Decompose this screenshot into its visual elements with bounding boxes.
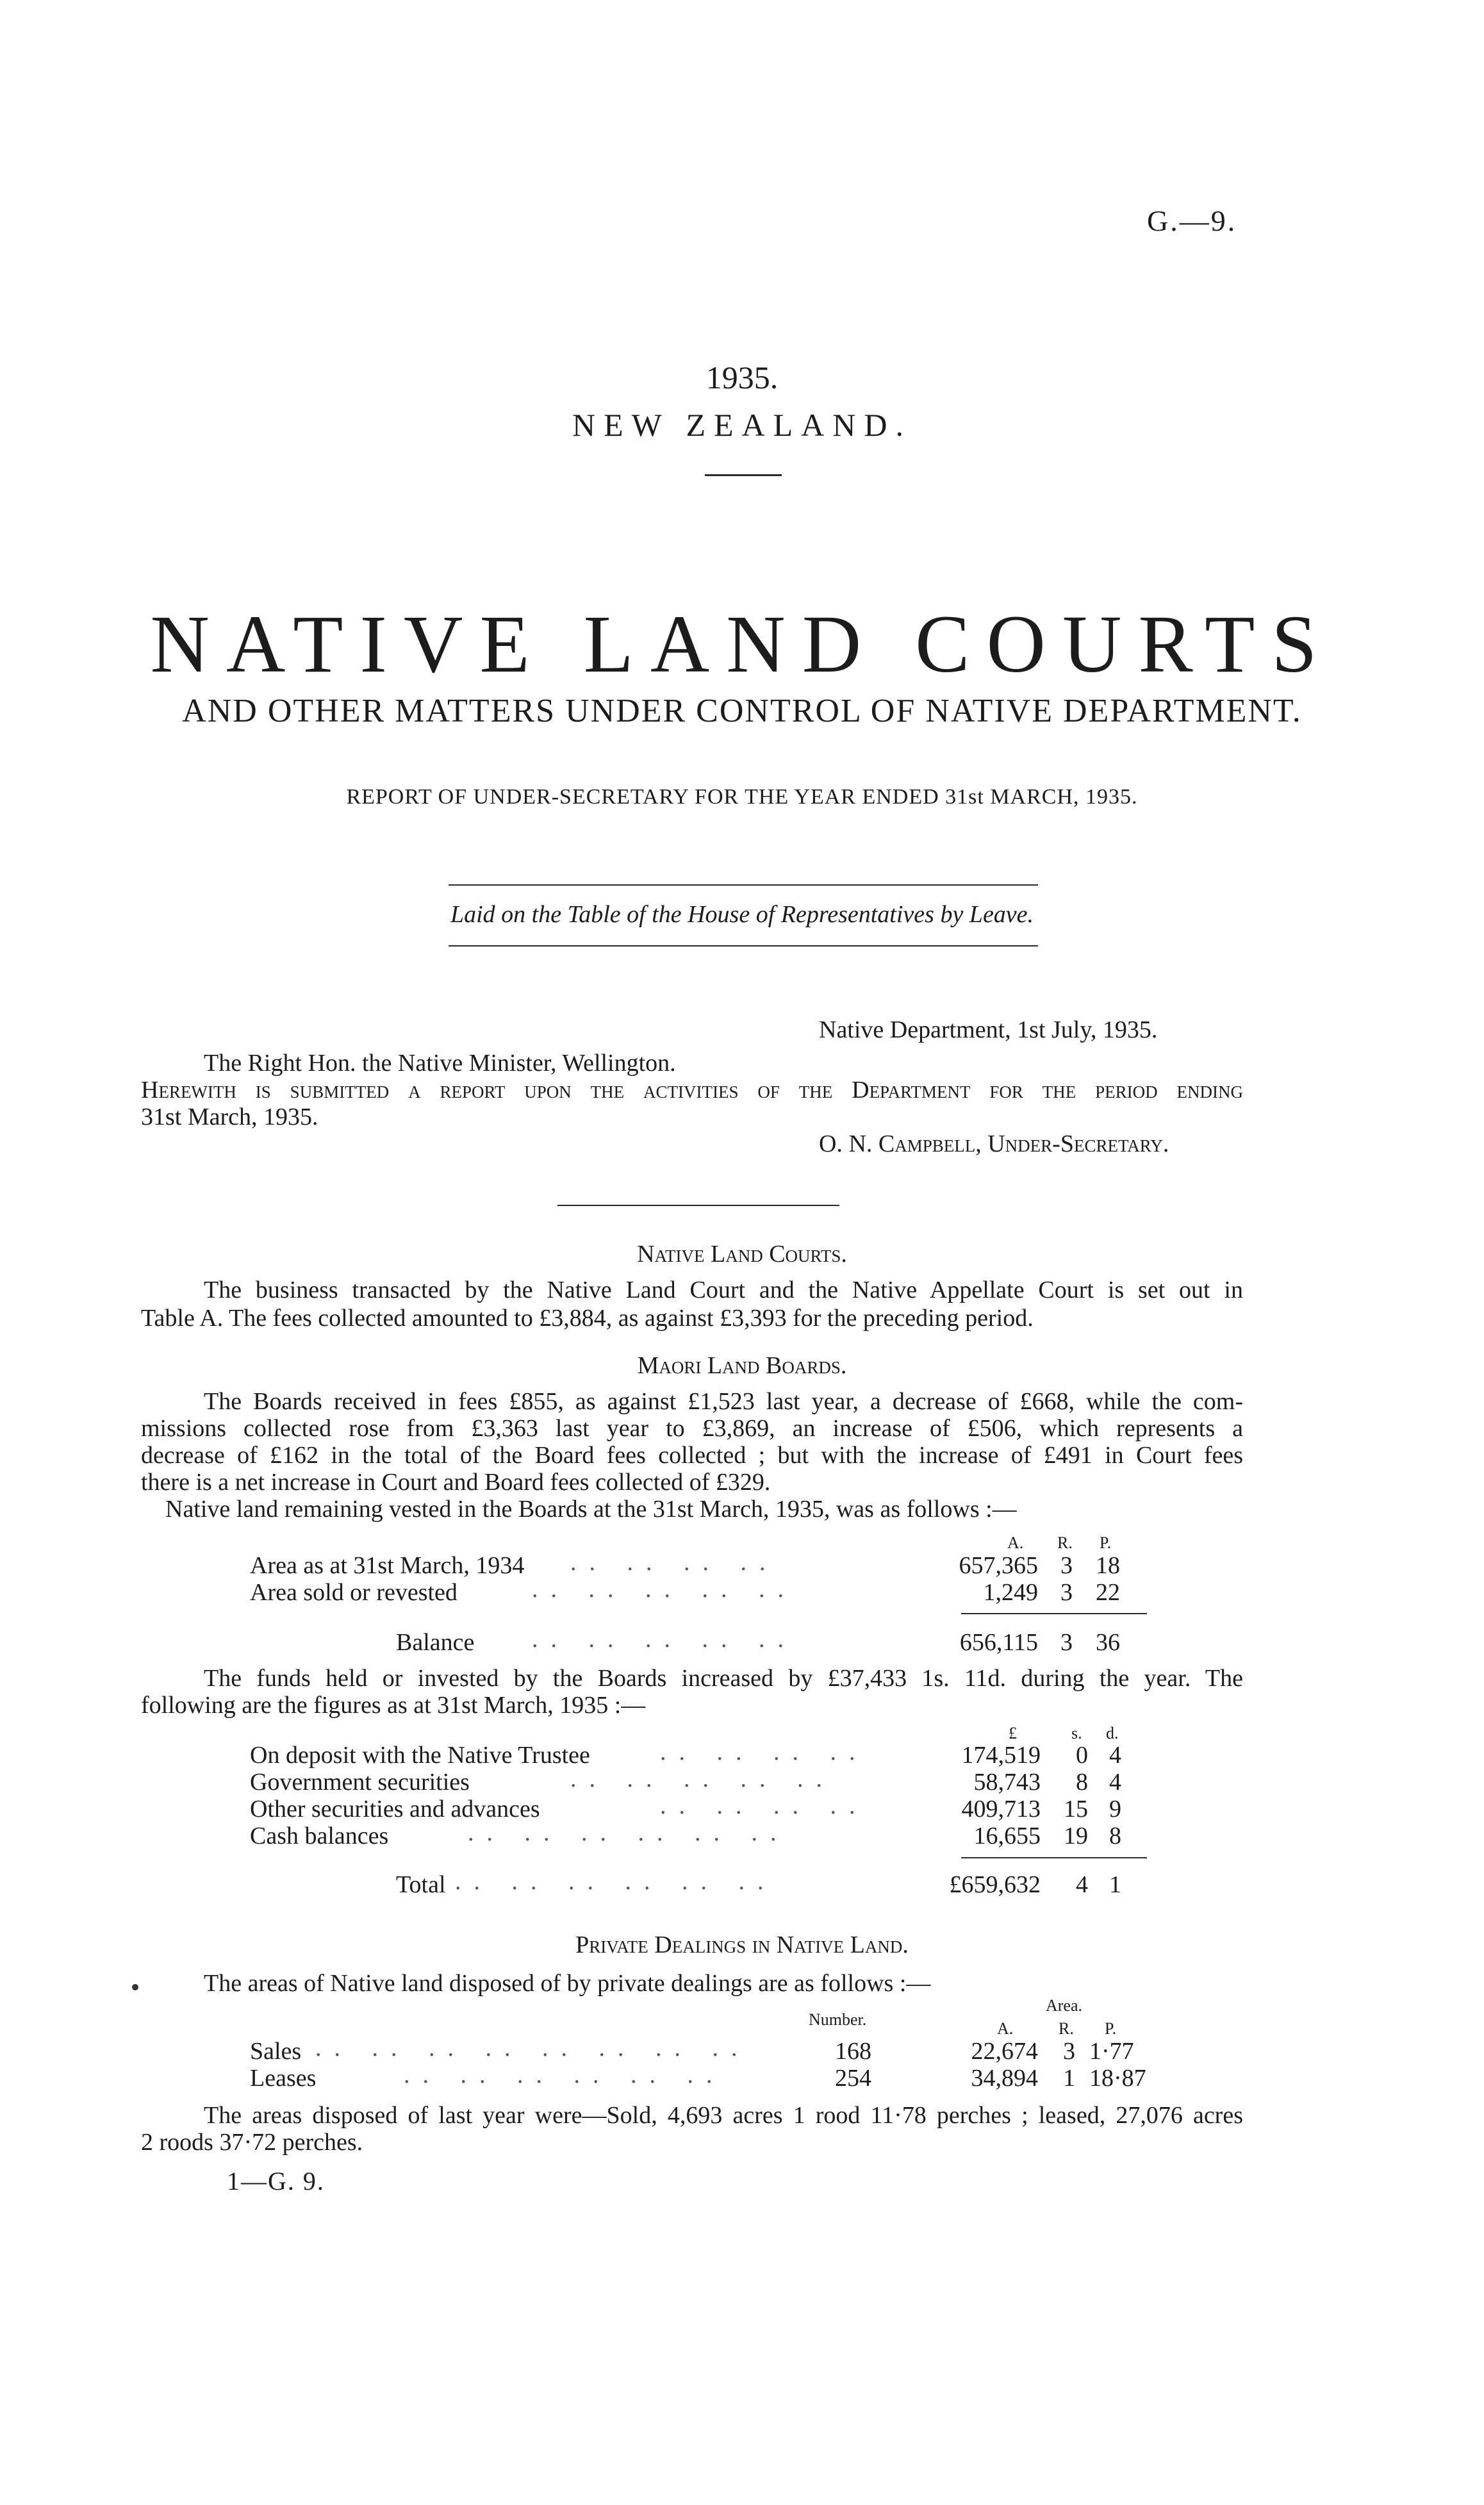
total-label: Total bbox=[396, 1871, 446, 1898]
col-number-heading: Number. bbox=[809, 2010, 867, 2029]
money-col-pence: d. bbox=[1106, 1724, 1119, 1742]
leader-dots: .. .. .. .. bbox=[570, 1549, 779, 1576]
pounds: 58,743 bbox=[973, 1769, 1041, 1796]
roods: 3 bbox=[1060, 1552, 1073, 1579]
acres: 656,115 bbox=[959, 1629, 1038, 1656]
private-dealings-heading: Private Dealings in Native Land. bbox=[575, 1931, 909, 1958]
money-col-pounds: £ bbox=[1009, 1724, 1017, 1742]
perches: 22 bbox=[1096, 1579, 1120, 1606]
leader-dots: .. .. .. .. .. .. .. .. bbox=[315, 2035, 750, 2062]
boards-para1-line3: decrease of £162 in the total of the Board fees collected ; but with the increase of £491 in Court fees bbox=[141, 1442, 1243, 1469]
page-subtitle: AND OTHER MATTERS UNDER CONTROL OF NATIVE DEPARTMENT. bbox=[182, 693, 1302, 729]
number: 254 bbox=[835, 2065, 871, 2092]
letter-body-line1 bbox=[141, 1076, 1243, 1104]
row-label: Area sold or revested bbox=[250, 1579, 458, 1606]
shillings: 0 bbox=[1076, 1742, 1088, 1769]
perches: 1·77 bbox=[1089, 2038, 1134, 2065]
letter-body-line2: 31st March, 1935. bbox=[141, 1104, 318, 1130]
row-label: On deposit with the Native Trustee bbox=[250, 1742, 590, 1769]
boards-para1-line4: there is a net increase in Court and Board fees collected of £329. bbox=[141, 1469, 771, 1496]
roods: 3 bbox=[1063, 2038, 1075, 2065]
laid-rule-bottom bbox=[449, 945, 1038, 947]
area-col-p: P. bbox=[1100, 1534, 1112, 1552]
pence: 4 bbox=[1109, 1742, 1121, 1769]
area-col-a: A. bbox=[997, 2019, 1014, 2038]
shillings: 8 bbox=[1076, 1769, 1088, 1796]
margin-mark bbox=[132, 1984, 138, 1990]
page-title: NATIVE LAND COURTS bbox=[150, 599, 1334, 690]
acres: 34,894 bbox=[971, 2065, 1038, 2092]
boards-para1-line2: missions collected rose from £3,363 last year to £3,869, an increase of £506, which represents a bbox=[141, 1415, 1243, 1442]
pence: 9 bbox=[1109, 1796, 1121, 1823]
letter-body-text: Herewith is submitted a report upon the activities of the Department for the period ending bbox=[141, 1077, 1243, 1104]
funds-line1: The funds held or invested by the Boards increased by £37,433 1s. 11d. during the year. The bbox=[204, 1665, 1243, 1692]
shillings: 19 bbox=[1064, 1823, 1088, 1849]
shillings: 4 bbox=[1076, 1871, 1088, 1898]
row-label: Sales bbox=[250, 2038, 302, 2065]
signature-mark: 1—G. 9. bbox=[227, 2167, 325, 2195]
document-year: 1935. bbox=[705, 360, 779, 395]
area-col-a: A. bbox=[1007, 1534, 1024, 1552]
row-label: Leases bbox=[250, 2065, 317, 2092]
roods: 1 bbox=[1063, 2065, 1075, 2092]
acres: 22,674 bbox=[971, 2038, 1038, 2065]
boards-para2: Native land remaining vested in the Boards at the 31st March, 1935, was as follows :— bbox=[165, 1496, 1017, 1523]
perches: 18·87 bbox=[1089, 2065, 1146, 2092]
money-col-shillings: s. bbox=[1071, 1724, 1082, 1742]
row-label: Area as at 31st March, 1934 bbox=[250, 1552, 525, 1579]
pounds: 16,655 bbox=[973, 1823, 1041, 1849]
acres: 657,365 bbox=[959, 1552, 1038, 1579]
native-land-courts-heading: Native Land Courts. bbox=[637, 1241, 847, 1268]
maori-land-boards-heading: Maori Land Boards. bbox=[637, 1352, 847, 1379]
area-col-r: R. bbox=[1059, 2019, 1074, 2038]
perches: 36 bbox=[1096, 1629, 1120, 1656]
leader-dots: .. .. .. .. .. bbox=[532, 1626, 796, 1653]
row-label: Cash balances bbox=[250, 1823, 389, 1849]
balance-label: Balance bbox=[396, 1629, 475, 1656]
leader-dots: .. .. .. .. .. .. bbox=[404, 2062, 725, 2088]
money-sum-rule bbox=[961, 1857, 1147, 1858]
pence: 4 bbox=[1109, 1769, 1121, 1796]
roods: 3 bbox=[1060, 1629, 1073, 1656]
number: 168 bbox=[835, 2038, 871, 2065]
area-sum-rule bbox=[961, 1613, 1147, 1614]
shillings: 15 bbox=[1064, 1796, 1088, 1823]
report-line: REPORT OF UNDER-SECRETARY FOR THE YEAR ENDED 31st MARCH, 1935. bbox=[346, 785, 1138, 809]
pounds: £659,632 bbox=[949, 1871, 1041, 1898]
last-year-line2: 2 roods 37·72 perches. bbox=[141, 2129, 363, 2156]
row-label: Other securities and advances bbox=[250, 1796, 540, 1823]
roods: 3 bbox=[1060, 1579, 1073, 1606]
leader-dots: .. .. .. .. .. bbox=[570, 1765, 835, 1792]
courts-para-line1: The business transacted by the Native Land Court and the Native Appellate Court is set out in bbox=[204, 1277, 1243, 1303]
header-divider bbox=[705, 474, 782, 476]
letter-addressee: The Right Hon. the Native Minister, Wellington. bbox=[204, 1050, 676, 1077]
section-divider bbox=[557, 1205, 839, 1206]
letter-signature: O. N. Campbell, Under-Secretary. bbox=[819, 1130, 1169, 1157]
laid-rule-top bbox=[449, 884, 1038, 886]
pence: 8 bbox=[1109, 1823, 1121, 1849]
col-area-heading: Area. bbox=[1046, 1996, 1083, 2015]
laid-on-table: Laid on the Table of the House of Representatives by Leave. bbox=[450, 901, 1034, 928]
leader-dots: .. .. .. .. .. bbox=[532, 1576, 796, 1603]
courts-para-line2: Table A. The fees collected amounted to £3,884, as against £3,393 for the preceding period. bbox=[141, 1305, 1034, 1332]
leader-dots: .. .. .. .. bbox=[660, 1739, 868, 1765]
perches: 18 bbox=[1096, 1552, 1120, 1579]
leader-dots: .. .. .. .. .. .. bbox=[468, 1819, 789, 1846]
pounds: 409,713 bbox=[961, 1796, 1041, 1823]
pounds: 174,519 bbox=[961, 1742, 1041, 1769]
private-intro: The areas of Native land disposed of by private dealings are as follows :— bbox=[204, 1970, 931, 1997]
letter-dateline: Native Department, 1st July, 1935. bbox=[819, 1016, 1158, 1043]
last-year-line1: The areas disposed of last year were—Sold, 4,693 acres 1 rood 11·78 perches ; leased, 27,076 acres bbox=[204, 2102, 1243, 2129]
area-col-r: R. bbox=[1057, 1534, 1073, 1552]
country-heading: NEW ZEALAND. bbox=[572, 407, 912, 443]
page-reference: G.—9. bbox=[1147, 204, 1237, 237]
acres: 1,249 bbox=[983, 1579, 1038, 1606]
funds-line2: following are the figures as at 31st March, 1935 :— bbox=[141, 1692, 646, 1719]
leader-dots: .. .. .. .. bbox=[660, 1792, 868, 1819]
row-label: Government securities bbox=[250, 1769, 470, 1796]
pence: 1 bbox=[1109, 1871, 1121, 1898]
area-col-p: P. bbox=[1105, 2019, 1117, 2038]
leader-dots: .. .. .. .. .. .. bbox=[455, 1868, 777, 1895]
boards-para1-line1: The Boards received in fees £855, as against £1,523 last year, a decrease of £668, while the com- bbox=[204, 1388, 1243, 1415]
